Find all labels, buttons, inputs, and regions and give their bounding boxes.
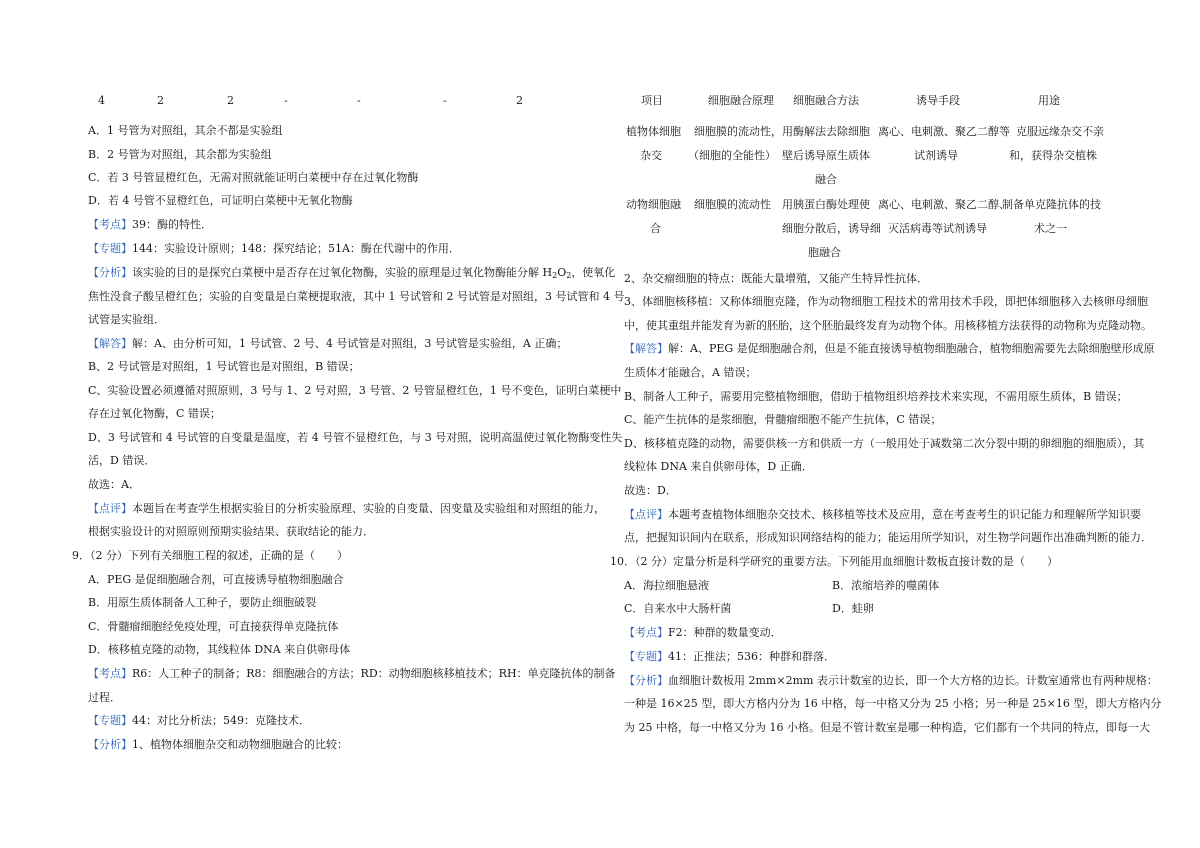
answer-line: 故选：A． [88,478,140,491]
table-cell: 试剂诱导 [914,149,958,162]
fenxi-text: O [557,266,567,279]
option-d: D．蛙卵 [832,602,874,615]
dianping-line: 点，把握知识间内在联系，形成知识网络结构的能力；能运用所学知识，对生物学问题作出准确判断的能力． [624,531,1152,544]
zhuanti-tag: 【专题】 [624,650,668,663]
fenxi-line [88,266,615,280]
fenxi-tag: 【分析】 [88,266,132,279]
kaodian-text: R6：人工种子的制备；R8：细胞融合的方法；RD：动物细胞核移植技术；RH：单克隆抗体的制备 [132,667,616,680]
table-cell: 融合 [815,173,837,186]
table-fragment-cell: - [357,94,361,107]
dianping-line [88,502,605,516]
table-cell: 和，获得杂交植株 [1009,149,1097,162]
fenxi-line: 2、杂交瘤细胞的特点：既能大量增殖，又能产生特异性抗体． [624,272,928,285]
table-cell: 胞融合 [808,246,841,259]
table-cell: 细胞膜的流动性， [694,125,782,138]
fenxi-text: 血细胞计数板用 2mm×2mm 表示计数室的边长，即一个大方格的边长。计数室通常也有两种规格： [668,674,1158,687]
table-cell: 用胰蛋白酶处理使 [782,198,870,211]
answer-line: 故选：D． [624,484,677,497]
table-header: 项目 [641,94,663,107]
option-c: C．若 3 号管显橙红色，无需对照就能证明白菜梗中存在过氧化物酶 [88,171,419,184]
table-fragment-cell: 2 [227,94,234,107]
kaodian-tag: 【考点】 [88,667,132,680]
jieda-line [88,337,567,351]
table-fragment-cell: - [284,94,288,107]
table-cell: 杂交 [640,149,662,162]
fenxi-line: 3、体细胞核移植：又称体细胞克隆，作为动物细胞工程技术的常用技术手段，即把体细胞移入去核卵母细胞 [624,295,1148,308]
fenxi-line [624,674,1158,688]
table-cell: 合 [650,222,661,235]
table-header: 用途 [1038,94,1060,107]
table-cell: 克服远缘杂交不亲 [1016,125,1104,138]
fenxi-line: 为 25 中格，每一中格又分为 16 小格。但是不管计数室是哪一种构造，它们都有一个共同的特点，即每一大 [624,721,1150,734]
fenxi-line: 试管是实验组． [88,313,165,326]
table-cell: （细胞的全能性） [688,149,776,162]
table-cell: 离心、电刺激、聚乙二醇、 [878,198,1010,211]
jieda-line: C、实验设置必须遵循对照原则，3 号与 1、2 号对照，3 号管、2 号管显橙红色，1 号不变色，证明白菜梗中 [88,384,622,397]
jieda-line [624,342,1155,356]
dianping-line [624,508,1141,522]
zhuanti-text: 41：正推法；536：种群和群落． [668,650,835,663]
table-cell: 植物体细胞 [626,125,681,138]
jieda-line: C、能产生抗体的是浆细胞，骨髓瘤细胞不能产生抗体，C 错误； [624,413,942,426]
fenxi-text: ，使氧化 [571,266,616,279]
jieda-line: B、制备人工种子，需要用完整植物细胞，借助于植物组织培养技术来实现，不需用原生质体，B 错误； [624,390,1128,403]
table-cell: 壁后诱导原生质体 [782,149,870,162]
option-d: D．核移植克隆的动物，其线粒体 DNA 来自供卵母体 [88,643,351,656]
kaodian-text: F2：种群的数量变动． [668,626,782,639]
question-stem: 9．（2 分）下列有关细胞工程的叙述，正确的是（ ） [72,549,348,562]
kaodian-line [88,218,212,232]
dianping-tag: 【点评】 [624,508,668,521]
zhuanti-line [88,714,310,728]
table-header: 诱导手段 [916,94,960,107]
zhuanti-text: 44：对比分析法；549：克隆技术． [132,714,310,727]
fenxi-line: 一种是 16×25 型，即大方格内分为 16 中格，每一中格又分为 25 小格；另一种是 25×16 型，即大方格内分 [624,697,1162,710]
jieda-tag: 【解答】 [88,337,132,350]
table-cell: 制备单克隆抗体的技 [1002,198,1101,211]
table-header: 细胞融合方法 [793,94,859,107]
jieda-line: B、2 号试管是对照组，1 号试管也是对照组，B 错误； [88,360,360,373]
table-cell: 离心、电刺激、聚乙二醇等 [878,125,1010,138]
table-cell: 灭活病毒等试剂诱导 [888,222,987,235]
jieda-line: D、核移植克隆的动物，需要供核一方和供质一方（一般用处于减数第二次分裂中期的卵细胞的细胞质），其 [624,437,1145,450]
table-cell: 动物细胞融 [626,198,681,211]
option-b: B．浓缩培养的噬菌体 [832,579,940,592]
table-header: 细胞融合原理 [708,94,774,107]
jieda-line: 生质体才能融合，A 错误； [624,366,757,379]
table-cell: 细胞分散后，诱导细 [782,222,881,235]
table-fragment-cell: 2 [516,94,523,107]
zhuanti-line [88,242,460,256]
jieda-text: 解：A、PEG 是促细胞融合剂，但是不能直接诱导植物细胞融合，植物细胞需要先去除细胞壁形成原 [668,342,1155,355]
jieda-line: D、3 号试管和 4 号试管的自变量是温度，若 4 号管不显橙红色，与 3 号对照，说明高温使过氧化物酶变性失 [88,431,623,444]
option-a: A．1 号管为对照组，其余不都是实验组 [88,124,283,137]
jieda-tag: 【解答】 [624,342,668,355]
option-c: C．骨髓瘤细胞经免疫处理，可直接获得单克隆抗体 [88,620,339,633]
dianping-text: 本题旨在考查学生根据实验目的分析实验原理、实验的自变量、因变量及实验组和对照组的能力， [132,502,605,515]
jieda-line: 线粒体 DNA 来自供卵母体，D 正确． [624,460,813,473]
question-stem: 10．（2 分）定量分析是科学研究的重要方法。下列能用血细胞计数板直接计数的是（ ） [610,555,1058,568]
fenxi-text: 该实验的目的是探究白菜梗中是否存在过氧化物酶，实验的原理是过氧化物酶能分解 H [132,266,553,279]
jieda-line: 活，D 错误． [88,454,156,467]
jieda-text: 解：A、由分析可知，1 号试管、2 号、4 号试管是对照组，3 号试管是实验组，A 正确； [132,337,568,350]
table-cell: 细胞膜的流动性 [694,198,771,211]
kaodian-tag: 【考点】 [88,218,132,231]
table-cell: 术之一 [1034,222,1067,235]
kaodian-line: 过程． [88,691,121,704]
table-cell: 用酶解法去除细胞 [782,125,870,138]
zhuanti-tag: 【专题】 [88,242,132,255]
option-a: A．PEG 是促细胞融合剂，可直接诱导植物细胞融合 [88,573,344,586]
fenxi-line: 焦性没食子酸呈橙红色；实验的自变量是白菜梗提取液，其中 1 号试管和 2 号试管是对照组，3 号试管和 4 号 [88,290,625,303]
fenxi-text: 1、植物体细胞杂交和动物细胞融合的比较： [132,738,348,751]
subscript: 2 [566,271,572,280]
option-c: C．自来水中大肠杆菌 [624,602,732,615]
zhuanti-tag: 【专题】 [88,714,132,727]
fenxi-tag: 【分析】 [624,674,668,687]
dianping-line: 根据实验设计的对照原则预期实验结果、获取结论的能力． [88,525,374,538]
fenxi-line: 中，使其重组并能发育为新的胚胎，这个胚胎最终发育为动物个体。用核移植方法获得的动物称为克隆动物。 [624,319,1152,332]
fenxi-line [88,738,348,752]
dianping-text: 本题考查植物体细胞杂交技术、核移植等技术及应用，意在考查考生的识记能力和理解所学知识要 [668,508,1141,521]
fenxi-tag: 【分析】 [88,738,132,751]
option-a: A．海拉细胞悬液 [624,579,709,592]
subscript: 2 [552,271,558,280]
dianping-tag: 【点评】 [88,502,132,515]
kaodian-line [624,626,782,640]
option-b: B．用原生质体制备人工种子，要防止细胞破裂 [88,596,317,609]
option-d: D．若 4 号管不显橙红色，可证明白菜梗中无氧化物酶 [88,194,353,207]
table-fragment-cell: 4 [98,94,105,107]
option-b: B．2 号管为对照组，其余都为实验组 [88,148,272,161]
kaodian-tag: 【考点】 [624,626,668,639]
zhuanti-line [624,650,835,664]
kaodian-line [88,667,616,681]
jieda-line: 存在过氧化物酶，C 错误； [88,407,221,420]
zhuanti-text: 144：实验设计原则；148：探究结论；51A：酶在代谢中的作用． [132,242,460,255]
kaodian-text: 39：酶的特性． [132,218,212,231]
table-fragment-cell: 2 [157,94,164,107]
table-fragment-cell: - [443,94,447,107]
